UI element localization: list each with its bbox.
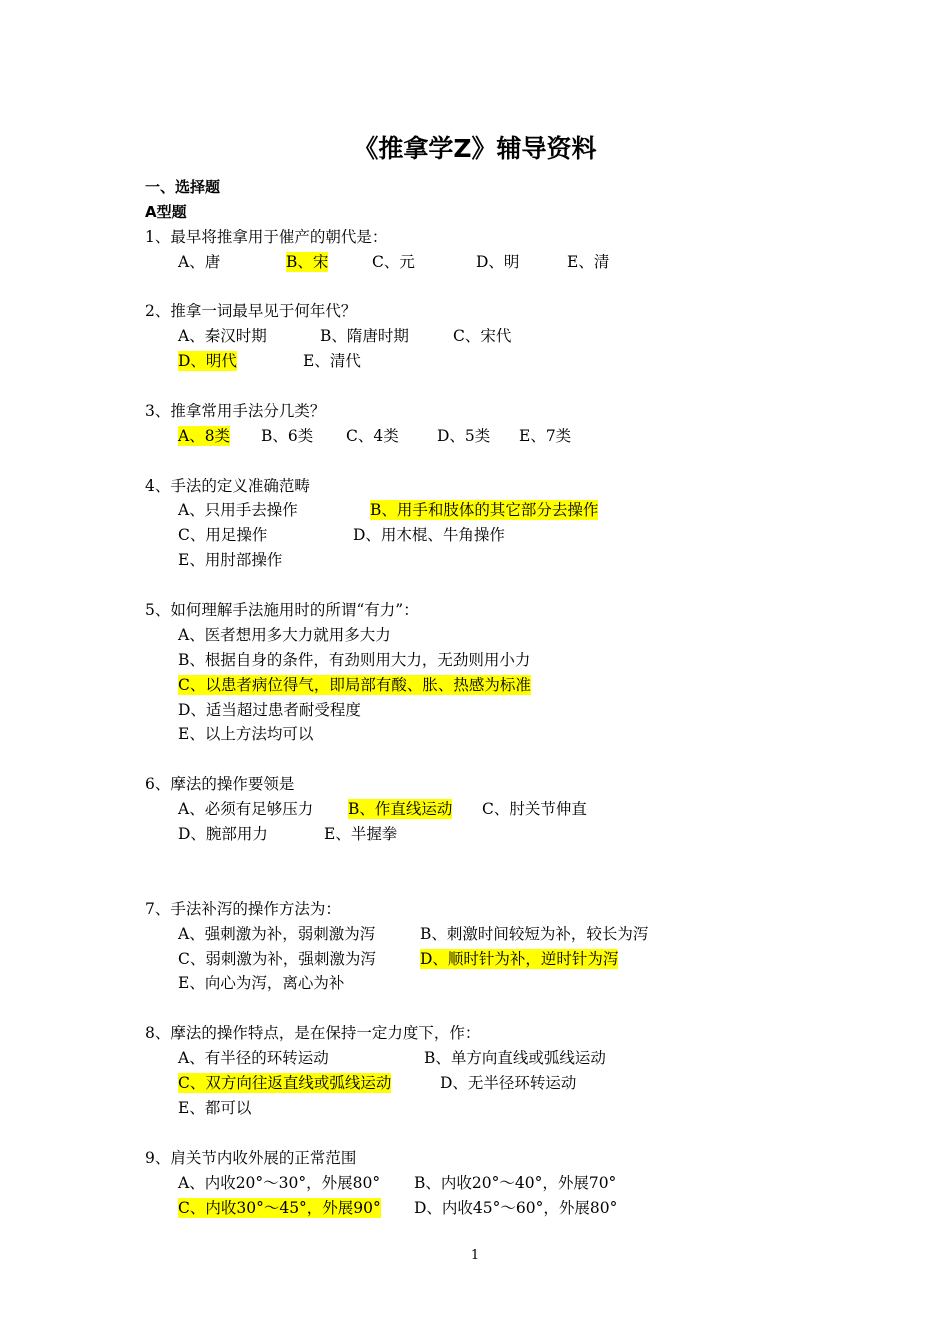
q4-option-a: A、只用手去操作 [178, 501, 298, 519]
q3-option-c: C、4类 [346, 427, 399, 445]
q6-option-b-answer: B、作直线运动 [348, 800, 453, 818]
q1-option-a: A、唐 [178, 253, 221, 271]
q2-option-b: B、隋唐时期 [320, 327, 409, 345]
q5-option-a: A、医者想用多大力就用多大力 [178, 626, 391, 644]
document-title: 《推拿学Z》辅导资料 [353, 134, 597, 163]
q8-option-b: B、单方向直线或弧线运动 [424, 1049, 606, 1067]
question-7: 7、手法补泻的操作方法为： [145, 900, 341, 918]
q4-option-e: E、用肘部操作 [178, 551, 283, 569]
q3-option-d: D、5类 [437, 427, 491, 445]
question-4: 4、手法的定义准确范畴 [145, 477, 310, 495]
q8-option-a: A、有半径的环转运动 [178, 1049, 329, 1067]
q6-option-a: A、必须有足够压力 [178, 800, 314, 818]
q4-option-d: D、用木棍、牛角操作 [353, 526, 505, 544]
q8-option-d: D、无半径环转运动 [440, 1074, 577, 1092]
q9-option-c-answer: C、内收30°～45°，外展90° [178, 1199, 381, 1217]
q4-option-b-answer: B、用手和肢体的其它部分去操作 [370, 501, 599, 519]
q6-option-e: E、半握拳 [324, 825, 398, 843]
q1-option-e: E、清 [567, 253, 610, 271]
q7-option-e: E、向心为泻，离心为补 [178, 974, 345, 992]
q4-option-c: C、用足操作 [178, 526, 268, 544]
q9-option-b: B、内收20°～40°，外展70° [414, 1174, 617, 1192]
q6-option-d: D、腕部用力 [178, 825, 268, 843]
subsection-heading: A型题 [145, 203, 187, 221]
q1-option-d: D、明 [476, 253, 520, 271]
question-3: 3、推拿常用手法分几类？ [145, 402, 326, 420]
q7-option-b: B、刺激时间较短为补，较长为泻 [420, 925, 649, 943]
q1-option-b-answer: B、宋 [286, 253, 329, 271]
q8-option-e: E、都可以 [178, 1099, 252, 1117]
q5-option-b: B、根据自身的条件，有劲则用大力，无劲则用小力 [178, 651, 531, 669]
q3-option-a-answer: A、8类 [178, 427, 231, 445]
q8-option-c-answer: C、双方向往返直线或弧线运动 [178, 1074, 392, 1092]
q2-option-c: C、宋代 [453, 327, 512, 345]
q5-option-e: E、以上方法均可以 [178, 725, 314, 743]
q5-option-d: D、适当超过患者耐受程度 [178, 701, 361, 719]
q3-option-b: B、6类 [261, 427, 314, 445]
q7-option-d-answer: D、顺时针为补，逆时针为泻 [420, 950, 619, 968]
q9-option-d: D、内收45°～60°，外展80° [414, 1199, 618, 1217]
question-6: 6、摩法的操作要领是 [145, 775, 295, 793]
q2-option-e: E、清代 [303, 352, 361, 370]
question-5: 5、如何理解手法施用时的所谓“有力”： [145, 601, 419, 619]
q9-option-a: A、内收20°～30°，外展80° [178, 1174, 381, 1192]
q2-option-a: A、秦汉时期 [178, 327, 267, 345]
question-9: 9、肩关节内收外展的正常范围 [145, 1149, 357, 1167]
page-number: 1 [470, 1248, 480, 1263]
section-heading: 一、选择题 [145, 178, 221, 196]
q5-option-c-answer: C、以患者病位得气，即局部有酸、胀、热感为标准 [178, 676, 531, 694]
question-2: 2、推拿一词最早见于何年代？ [145, 302, 357, 320]
q7-option-c: C、弱刺激为补，强刺激为泻 [178, 950, 376, 968]
question-8: 8、摩法的操作特点，是在保持一定力度下，作： [145, 1024, 481, 1042]
q3-option-e: E、7类 [519, 427, 572, 445]
q6-option-c: C、肘关节伸直 [482, 800, 587, 818]
q7-option-a: A、强刺激为补，弱刺激为泻 [178, 925, 376, 943]
q2-option-d-answer: D、明代 [178, 352, 237, 370]
q1-option-c: C、元 [372, 253, 415, 271]
question-1: 1、最早将推拿用于催产的朝代是： [145, 228, 388, 246]
